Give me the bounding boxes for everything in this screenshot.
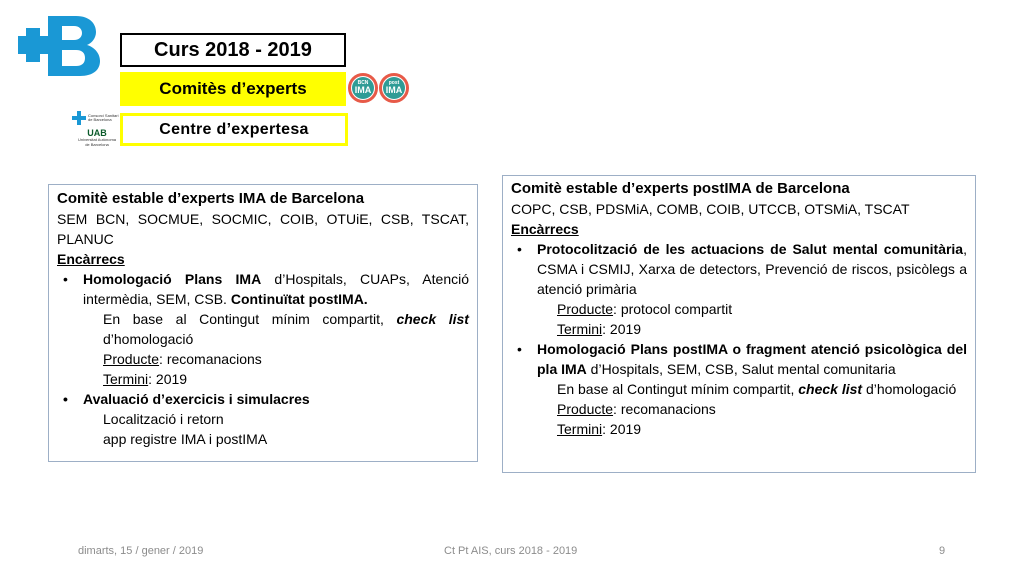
left-task-1-detail: En base al Contingut mínim compartit, check list d’homologació (103, 311, 469, 347)
left-box-title: Comitè estable d’experts IMA de Barcelona (57, 190, 365, 207)
right-task-1-term: Termini: 2019 (557, 321, 642, 337)
left-box-members: SEM BCN, SOCMUE, SOCMIC, COIB, OTUiE, CSB, TSCAT, PLANUC (57, 211, 469, 247)
section-title: Comitès d’experts (120, 72, 346, 106)
right-task-2: • Homologació Plans postIMA o fragment atenció psicològica del pla IMA d’Hospitals, SEM, CSB, Salut mental comunitaria (511, 339, 967, 379)
page-number: 9 (939, 545, 946, 557)
footer-date: dimarts, 15 / gener / 2019 (78, 545, 204, 557)
uab-logo: UAB Universitat Autònoma de Barcelona (72, 128, 122, 150)
right-box-title: Comitè estable d’experts postIMA de Barcelona (511, 180, 850, 197)
right-task-1-product: Producte: protocol compartit (557, 301, 733, 317)
left-task-2-line-2: app registre IMA i postIMA (103, 431, 268, 447)
ima-committee-box (48, 184, 478, 462)
csb-plus-icon (72, 111, 86, 125)
post-ima-badge: post IMA (379, 73, 409, 103)
bcn-ima-badge: BCN IMA (348, 73, 378, 103)
brand-plus-b-logo (18, 16, 100, 76)
left-task-1: • Homologació Plans IMA d’Hospitals, CUAPs, Atenció intermèdia, SEM, CSB. Continuïtat postIMA. (57, 269, 469, 309)
right-box-tasks-label: Encàrrecs (511, 221, 579, 237)
right-task-2-term: Termini: 2019 (557, 421, 642, 437)
left-task-2-line-1: Localització i retorn (103, 411, 224, 427)
footer-center: Ct Pt AIS, curs 2018 - 2019 (444, 545, 578, 557)
left-task-2: • Avaluació d’exercicis i simulacres (57, 389, 469, 409)
right-box-members: COPC, CSB, PDSMiA, COMB, COIB, UTCCB, OTSMiA, TSCAT (511, 201, 910, 217)
uab-mark: UAB (87, 128, 107, 138)
subsection-title: Centre d’expertesa (120, 113, 348, 146)
right-task-2-product: Producte: recomanacions (557, 401, 716, 417)
course-title: Curs 2018 - 2019 (120, 33, 346, 67)
left-box-tasks-label: Encàrrecs (57, 251, 125, 267)
csb-logo: Consorci Sanitari de Barcelona (72, 108, 122, 128)
left-task-1-term: Termini: 2019 (103, 371, 188, 387)
right-task-1: • Protocolització de les actuacions de Salut mental comunitària, CSMA i CSMIJ, Xarxa de detectors, Prevenció de riscos, psicòlegs a atenció primària (511, 239, 967, 299)
left-task-1-product: Producte: recomanacions (103, 351, 262, 367)
right-task-2-detail: En base al Contingut mínim compartit, check list d’homologació (557, 381, 957, 397)
postima-committee-box (502, 175, 976, 473)
